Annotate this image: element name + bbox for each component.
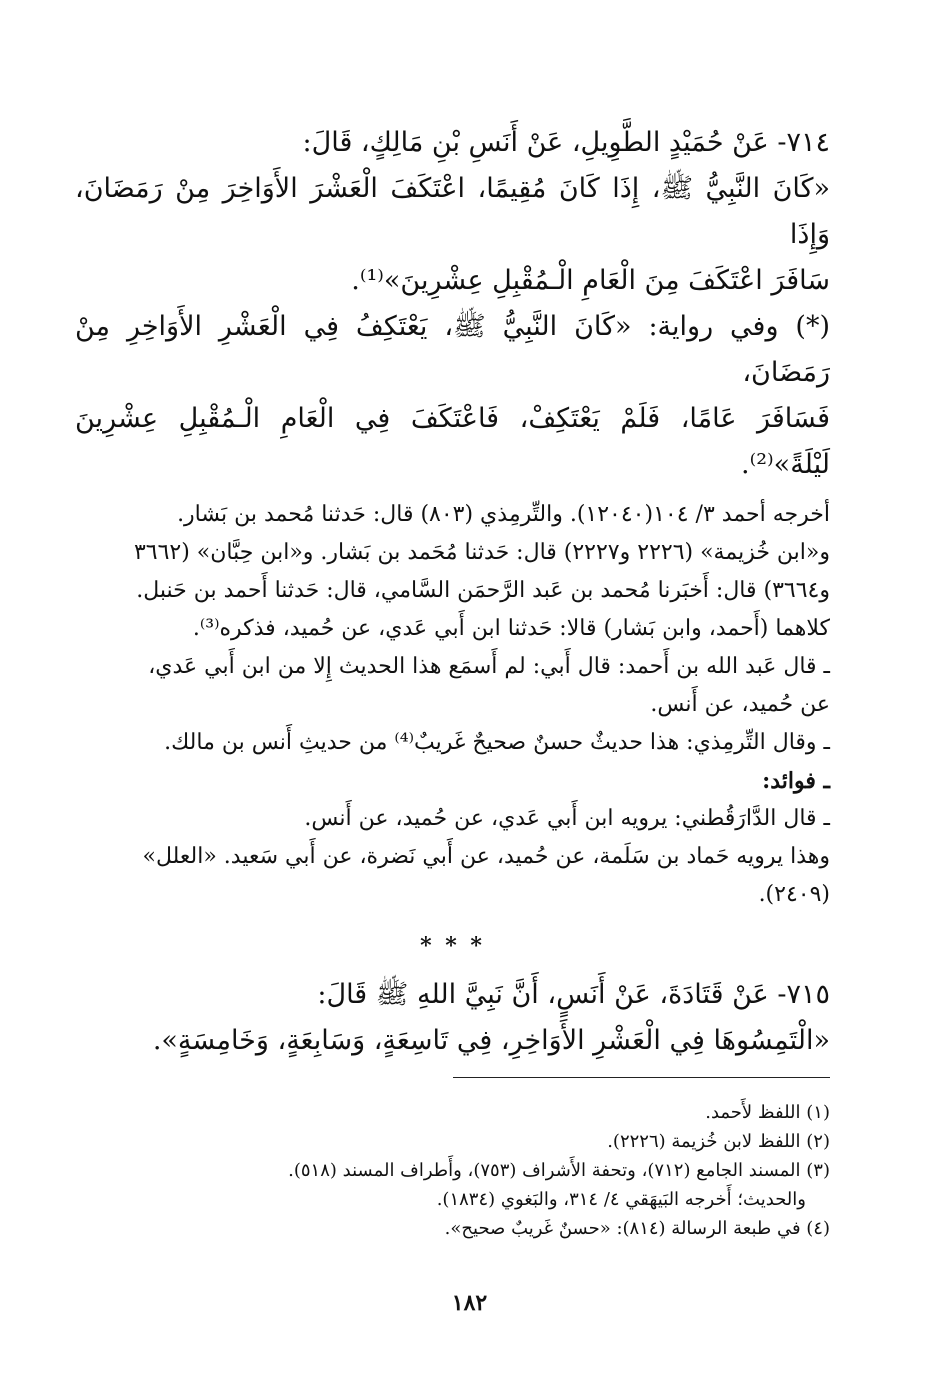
hammad-line-1: وهذا يرويه حَماد بن سَلَمة، عن حُميد، عن أَبي نَضرة، عن أَبي سَعيد. «العلل» <box>142 844 830 869</box>
page-body <box>75 120 830 1064</box>
footnote-1: (١) اللفظ لأَحمد. <box>705 1102 830 1123</box>
hammad-line-2: (٢٤٠٩). <box>758 882 830 907</box>
footnote-3: (٣) المسند الجامع (٧١٢)، وتحفة الأَشراف (٧٥٣)، وأَطراف المسند (٥١٨). <box>288 1160 830 1181</box>
footnotes <box>75 1098 830 1243</box>
fawaid-heading: ـ فوائد: <box>762 768 830 794</box>
hadith-714-matn-line-2: سَافَرَ اعْتَكَفَ مِنَ الْعَامِ الْـمُقْبِلِ عِشْرِينَ»⁽¹⁾. <box>351 265 830 296</box>
footnote-4: (٤) في طبعة الرسالة (٨١٤): «حسنٌ غَريبٌ صحيح». <box>444 1218 830 1239</box>
hadith-715-header: ٧١٥- عَنْ قَتَادَةَ، عَنْ أَنَسٍ، أَنَّ نَبِيَّ اللهِ ﷺ قَالَ: <box>317 979 830 1010</box>
footnote-3-continuation: والحديث؛ أَخرجه البَيهَقي ٤/ ٣١٤، والبَغوي (١٨٣٤). <box>436 1189 806 1210</box>
abdullah-line-2: عن حُميد، عن أَنس. <box>650 692 830 717</box>
hadith-714-header: ٧١٤- عَنْ حُمَيْدٍ الطَّوِيلِ، عَنْ أَنَسِ بْنِ مَالِكٍ، قَالَ: <box>302 127 830 158</box>
footnote-2: (٢) اللفظ لابن خُزيمة (٢٢٢٦). <box>607 1131 830 1152</box>
takhrij-line-1: أخرجه أحمد ٣/ ١٠٤(١٢٠٤٠). والتِّرمِذي (٨٠٣) قال: حَدثنا مُحمد بن بَشار. <box>177 502 830 527</box>
hadith-715-matn: «الْتَمِسُوهَا فِي الْعَشْرِ الأَوَاخِرِ، فِي تَاسِعَةٍ، وَسَابِعَةٍ، وَخَامِسَةٍ». <box>152 1025 830 1056</box>
hadith-714-matn-line-1: «كَانَ النَّبِيُّ ﷺ، إِذَا كَانَ مُقِيمًا، اعْتَكَفَ الْعَشْرَ الأَوَاخِرَ مِنْ رَمَضَانَ، وَإِذَا <box>75 173 830 250</box>
abdullah-line-1: ـ قال عَبد الله بن أَحمد: قال أَبي: لم أَسمَع هذا الحديث إِلا من ابن أَبي عَدي، <box>148 654 830 679</box>
kilahuma-line: كلاهما (أَحمد، وابن بَشار) قالا: حَدثنا ابن أَبي عَدي، عن حُميد، فذكره⁽³⁾. <box>192 616 830 641</box>
riwaya-line-1: (*) وفي رواية: «كَانَ النَّبِيُّ ﷺ، يَعْتَكِفُ فِي الْعَشْرِ الأَوَاخِرِ مِنْ رَمَضَانَ، <box>75 311 830 388</box>
riwaya-line-2: فَسَافَرَ عَامًا، فَلَمْ يَعْتَكِفْ، فَاعْتَكَفَ فِي الْعَامِ الْـمُقْبِلِ عِشْرِينَ لَيْلَةً»⁽²⁾. <box>75 403 830 480</box>
footnote-divider <box>453 1077 830 1078</box>
daraqutni-line: ـ قال الدَّارَقُطني: يرويه ابن أَبي عَدي، عن حُميد، عن أَنس. <box>304 806 830 831</box>
takhrij-line-3: و٣٦٦٤) قال: أَخبَرنا مُحمد بن عَبد الرَّحمَن السَّامي، قال: حَدثنا أَحمد بن حَنبل. <box>136 578 830 603</box>
section-separator: * * * <box>420 933 485 959</box>
page-number: ١٨٢ <box>451 1290 488 1316</box>
tirmidhi-line: ـ وقال التِّرمِذي: هذا حديثٌ حسنٌ صحيحٌ غَريبٌ⁽⁴⁾ من حديثِ أَنس بن مالك. <box>164 730 830 755</box>
takhrij-line-2: و«ابن خُزيمة» (٢٢٢٦ و٢٢٢٧) قال: حَدثنا مُحَمد بن بَشار. و«ابن حِبَّان» (٣٦٦٢ <box>133 540 830 565</box>
